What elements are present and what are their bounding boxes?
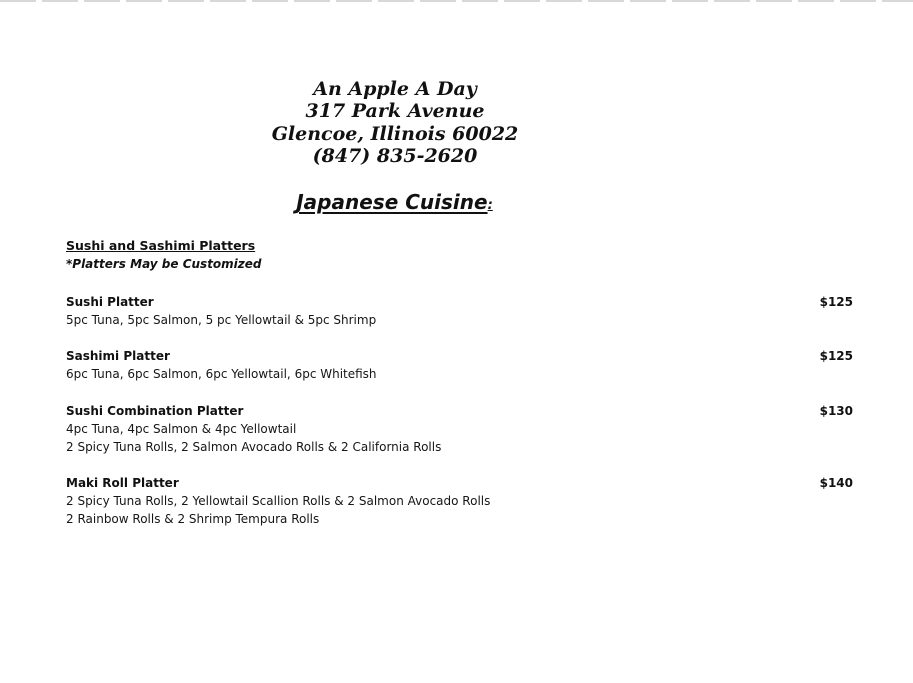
platter-name: Maki Roll Platter (66, 476, 179, 490)
platter-title-row (66, 293, 856, 311)
restaurant-street: 317 Park Avenue (305, 100, 485, 123)
platter-price: $130 (819, 404, 853, 418)
restaurant-name: An Apple A Day (313, 78, 477, 100)
section-note: *Platters May be Customized (66, 257, 262, 271)
platter-item (66, 402, 856, 457)
platter-description: 2 Spicy Tuna Rolls, 2 Yellowtail Scallion Rolls & 2 Salmon Avocado Rolls (66, 494, 491, 509)
platter-title-row (66, 347, 856, 365)
platter-item (66, 293, 856, 329)
platters-section-header (66, 236, 856, 274)
platter-price: $140 (819, 476, 853, 490)
platter-title-row (66, 402, 856, 420)
platter-description: 4pc Tuna, 4pc Salmon & 4pc Yellowtail (66, 422, 297, 437)
section-heading: Sushi and Sashimi Platters (66, 238, 256, 253)
platter-description: 2 Spicy Tuna Rolls, 2 Salmon Avocado Rolls & 2 California Rolls (66, 440, 442, 455)
platter-title-row (66, 474, 856, 492)
platter-name: Sashimi Platter (66, 349, 170, 363)
platter-item (66, 474, 856, 529)
platter-item (66, 347, 856, 383)
restaurant-city: Glencoe, Illinois 60022 (271, 122, 519, 145)
platter-price: $125 (819, 295, 853, 309)
platter-price: $125 (819, 349, 853, 363)
page-top-border (0, 0, 913, 2)
restaurant-phone: (847) 835-2620 (312, 144, 478, 167)
platter-description: 5pc Tuna, 5pc Salmon, 5 pc Yellowtail & 5pc Shrimp (66, 313, 377, 328)
platter-description: 6pc Tuna, 6pc Salmon, 6pc Yellowtail, 6pc Whitefish (66, 367, 377, 382)
cuisine-title-text: Japanese Cuisine (296, 190, 488, 214)
platter-name: Sushi Combination Platter (66, 404, 244, 418)
restaurant-header (0, 78, 790, 167)
platter-name: Sushi Platter (66, 295, 154, 309)
platter-description: 2 Rainbow Rolls & 2 Shrimp Tempura Rolls (66, 512, 320, 527)
cuisine-title-colon: : (487, 198, 493, 213)
cuisine-title (0, 188, 789, 220)
